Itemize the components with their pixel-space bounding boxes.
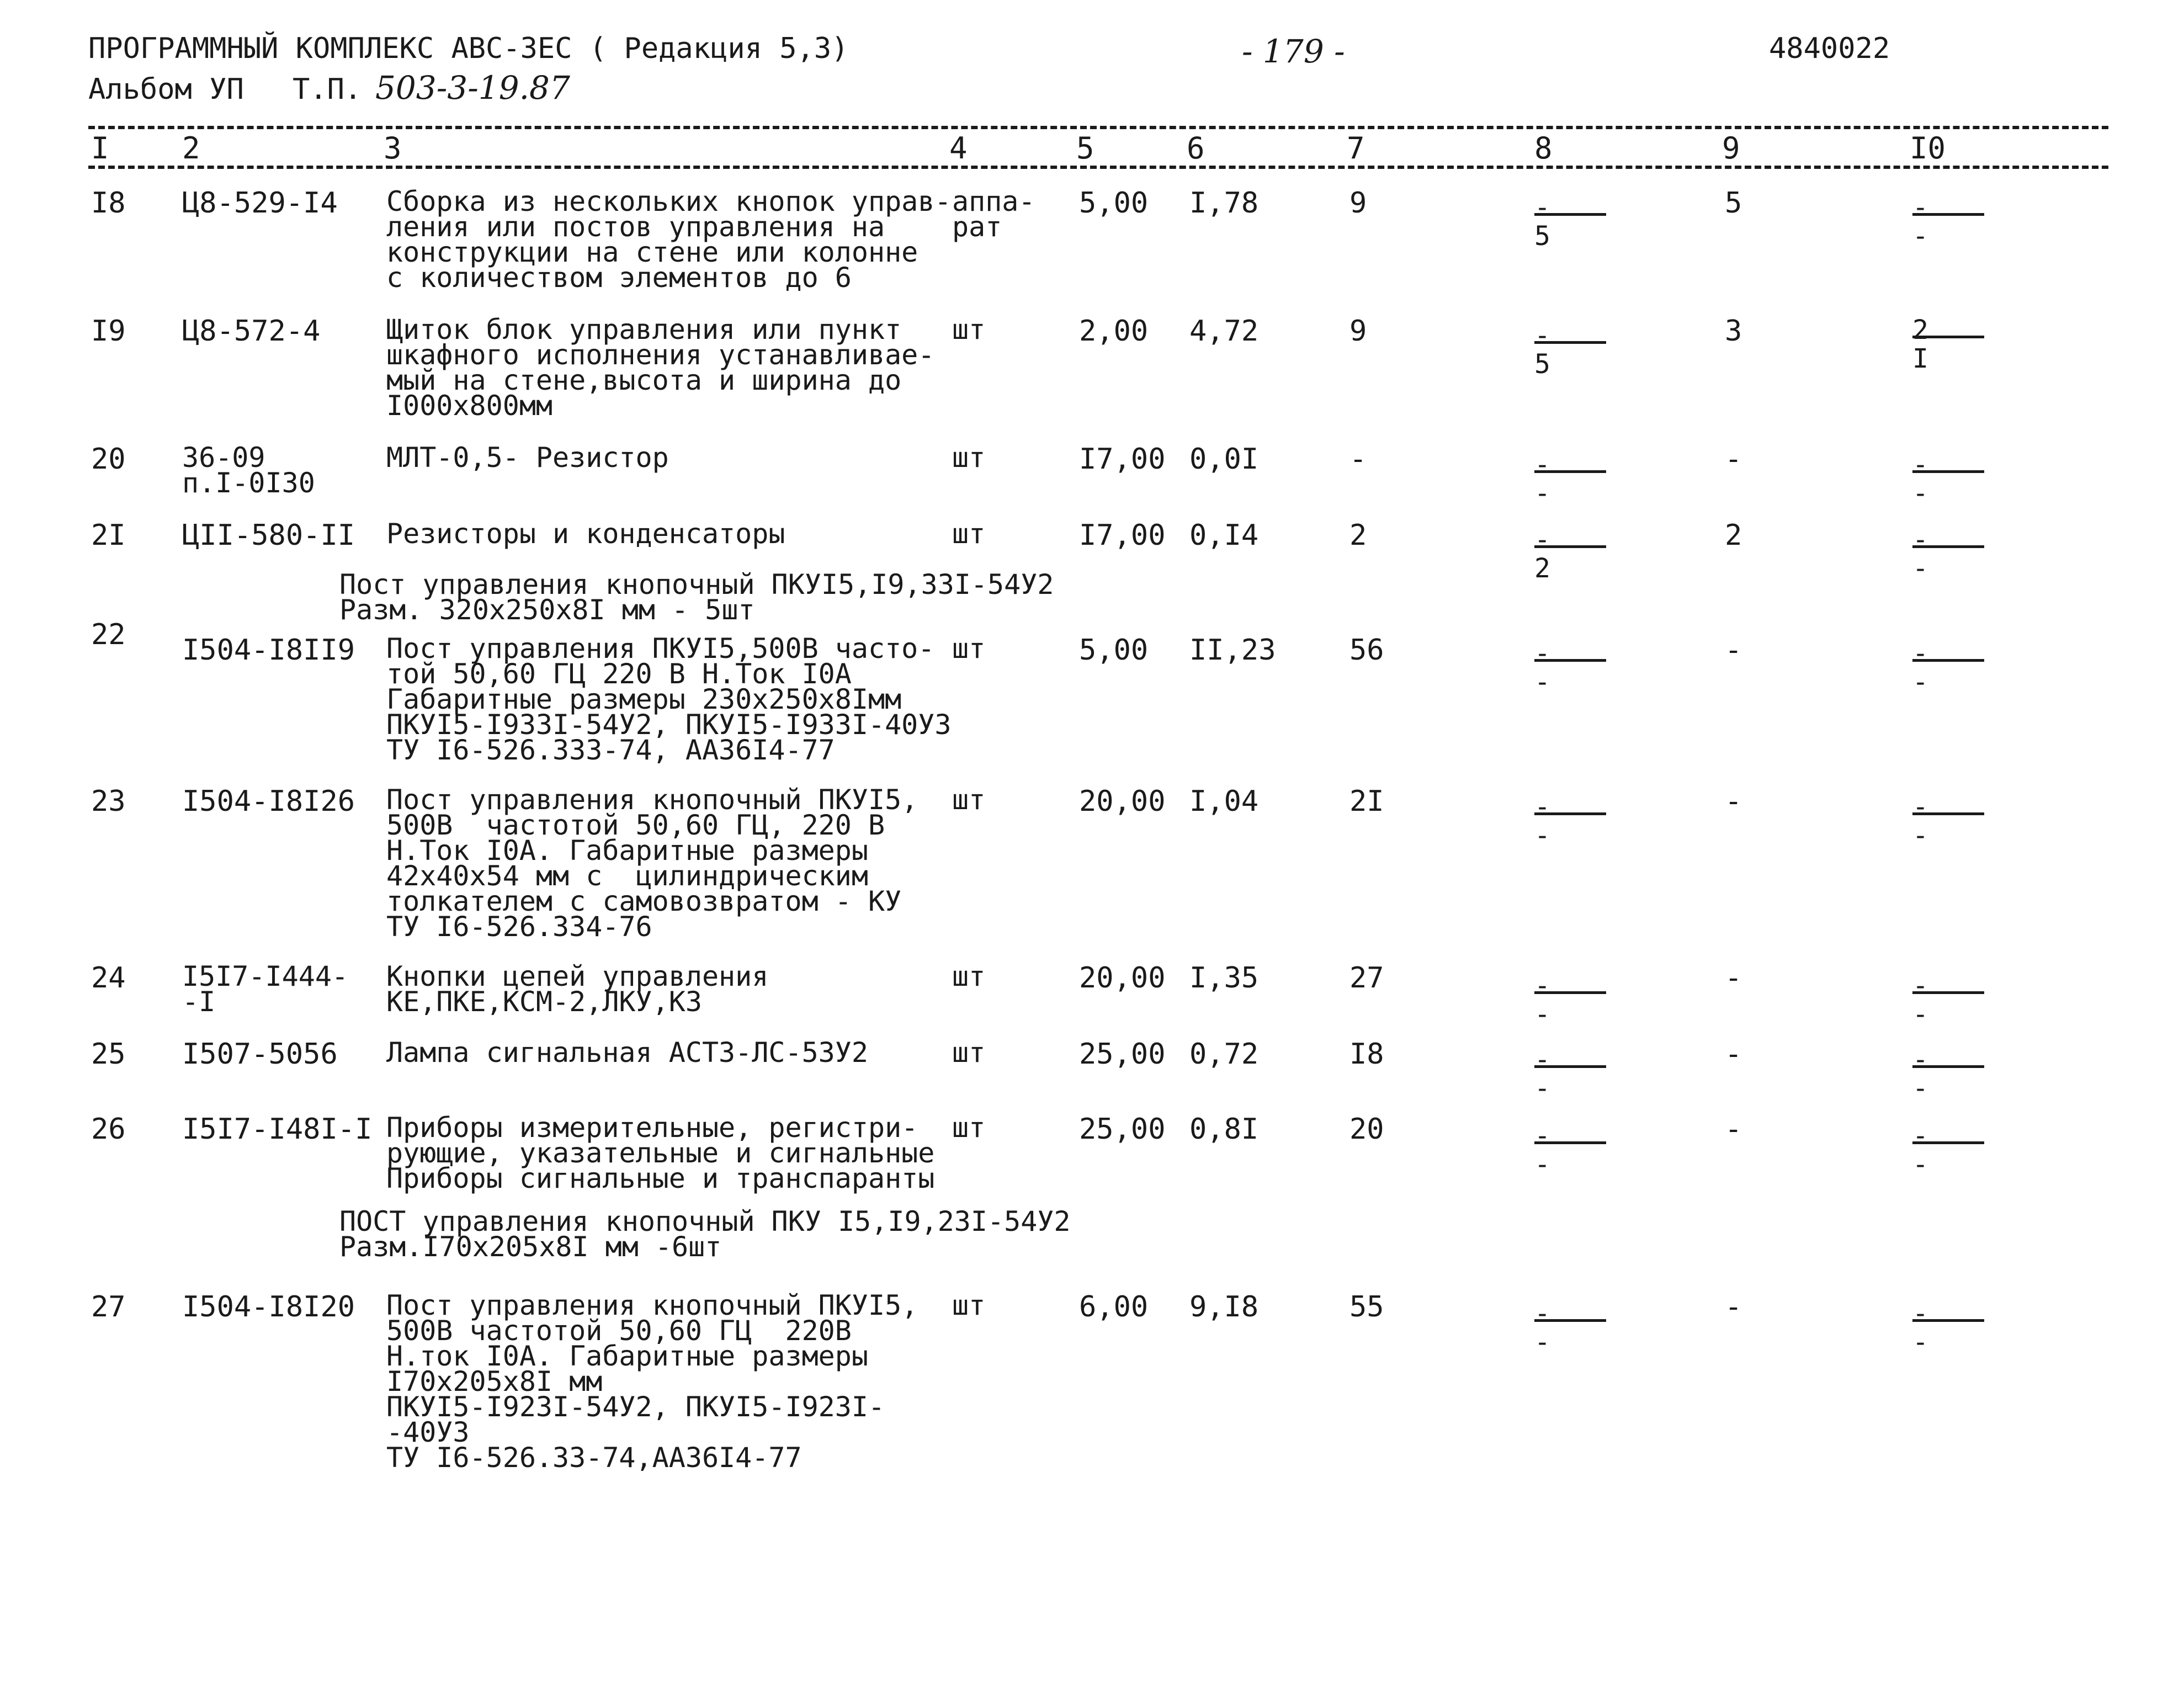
row-col7: -	[1349, 443, 1367, 476]
row-quantity: 5,00	[1079, 634, 1149, 667]
fraction-numerator: -	[1534, 1298, 1550, 1329]
fraction-numerator: -	[1912, 524, 1928, 555]
row-col9: 5	[1725, 187, 1742, 220]
fraction-numerator: -	[1534, 791, 1550, 822]
row-col8-fraction	[1534, 192, 1606, 252]
fraction-bar	[1534, 812, 1606, 815]
fraction-numerator: -	[1534, 320, 1550, 351]
fraction-bar	[1534, 545, 1606, 548]
fraction-numerator: -	[1534, 192, 1550, 223]
row-description: Пост управления кнопочный ПКУI5, 500В частотой 50,60 ГЦ, 220 В Н.Ток I0А. Габаритные размеры 42x40x54 мм с цилиндрическим толкателем с самовозвратом - КУ ТУ I6-526.334-76	[386, 784, 918, 943]
row-col6: I,78	[1189, 187, 1259, 220]
row-unit: шт	[952, 633, 986, 665]
row-col6: 9,I8	[1189, 1290, 1259, 1324]
row-unit: шт	[952, 1037, 986, 1069]
fraction-bar	[1912, 1065, 1984, 1068]
group-note: Пост управления кнопочный ПКУI5,I9,33I-54У2 Разм. 320x250x8I мм - 5шт	[339, 568, 1054, 626]
row-col6: 0,0I	[1189, 443, 1259, 476]
row-col10-fraction	[1912, 970, 1984, 1030]
fraction-numerator: -	[1534, 524, 1550, 555]
fraction-bar	[1534, 470, 1606, 473]
fraction-denominator: -	[1534, 999, 1550, 1030]
row-col8-fraction	[1534, 1298, 1606, 1358]
row-number: 22	[91, 618, 126, 651]
fraction-bar	[1534, 213, 1606, 216]
row-code: ЦII-580-II	[182, 519, 355, 552]
fraction-bar	[1534, 341, 1606, 344]
fraction-denominator: 5	[1534, 349, 1550, 380]
fraction-numerator: -	[1912, 1120, 1928, 1151]
fraction-numerator: -	[1912, 791, 1928, 822]
header-rule-bottom	[88, 166, 2108, 169]
row-number: I9	[91, 315, 126, 348]
row-number: 23	[91, 785, 126, 818]
row-number: I8	[91, 187, 126, 220]
col-header-1: I	[91, 131, 109, 166]
row-quantity: 25,00	[1079, 1113, 1166, 1146]
row-col8-fraction	[1534, 970, 1606, 1030]
row-col9: -	[1725, 634, 1742, 667]
row-col10-fraction	[1912, 638, 1984, 698]
row-col9: 3	[1725, 315, 1742, 348]
fraction-denominator: -	[1912, 1073, 1928, 1104]
row-number: 27	[91, 1290, 126, 1324]
album-label: Альбом УП	[88, 73, 244, 106]
fraction-numerator: -	[1912, 638, 1928, 669]
row-number: 2I	[91, 519, 126, 552]
row-number: 24	[91, 961, 126, 995]
row-col7: 9	[1349, 315, 1367, 348]
row-col9: -	[1725, 1113, 1742, 1146]
col-header-3: 3	[384, 131, 402, 166]
row-description: Сборка из нескольких кнопок управ- ления или постов управления на конструкции на стене или колонне с количеством элементов до 6	[386, 185, 952, 294]
row-col7: 2I	[1349, 785, 1384, 818]
row-code: I5I7-I48I-I	[182, 1113, 373, 1146]
row-quantity: 2,00	[1079, 315, 1149, 348]
col-header-10: I0	[1910, 131, 1946, 166]
row-code: Ц8-529-I4	[182, 187, 338, 220]
row-unit: шт	[952, 314, 986, 346]
fraction-bar	[1534, 1065, 1606, 1068]
fraction-numerator: -	[1912, 1298, 1928, 1329]
row-col10-fraction	[1912, 791, 1984, 851]
row-col6: 0,72	[1189, 1038, 1259, 1071]
row-unit: шт	[952, 784, 986, 816]
fraction-denominator: 5	[1534, 221, 1550, 252]
row-code: Ц8-572-4	[182, 315, 321, 348]
row-col7: 9	[1349, 187, 1367, 220]
fraction-numerator: -	[1534, 1044, 1550, 1075]
fraction-denominator: -	[1912, 553, 1928, 584]
row-col7: 55	[1349, 1290, 1384, 1324]
row-col9: -	[1725, 443, 1742, 476]
fraction-bar	[1912, 1141, 1984, 1144]
row-col6: 0,8I	[1189, 1113, 1259, 1146]
row-col6: 4,72	[1189, 315, 1259, 348]
fraction-bar	[1912, 336, 1984, 338]
row-code: I504-I8I26	[182, 785, 355, 818]
row-code: I5I7-I444- -I	[182, 960, 349, 1018]
row-code: 36-09 п.I-0I30	[182, 442, 315, 499]
row-description: Пост управления ПКУI5,500В часто- той 50,60 ГЦ 220 В Н.Ток I0А Габаритные размеры 230x250x8Iмм ПКУI5-I933I-54У2, ПКУI5-I933I-40У3 ТУ I6-526.333-74, АА36I4-77	[386, 633, 952, 766]
col-header-7: 7	[1347, 131, 1365, 166]
row-description: Кнопки цепей управления КЕ,ПКЕ,КСМ-2,ЛКУ,КЗ	[386, 960, 769, 1018]
row-code: I507-5056	[182, 1038, 338, 1071]
row-code: I504-I8I20	[182, 1290, 355, 1324]
fraction-numerator: -	[1912, 1044, 1928, 1075]
row-unit: шт	[952, 518, 986, 550]
fraction-denominator: -	[1912, 1327, 1928, 1358]
fraction-denominator: -	[1534, 820, 1550, 851]
fraction-bar	[1534, 659, 1606, 662]
tp-label: Т.П.	[293, 73, 362, 106]
row-description: Резисторы и конденсаторы	[386, 518, 785, 550]
row-col8-fraction	[1534, 449, 1606, 509]
row-description: Щиток блок управления или пункт шкафного исполнения устанавливае- мый на стене,высота и ширина до I000x800мм	[386, 314, 935, 422]
fraction-denominator: -	[1534, 478, 1550, 509]
fraction-bar	[1912, 1319, 1984, 1322]
fraction-numerator: -	[1534, 638, 1550, 669]
fraction-numerator: -	[1912, 970, 1928, 1001]
fraction-denominator: -	[1534, 667, 1550, 698]
page-number: - 179 -	[1242, 33, 1345, 70]
row-col6: I,35	[1189, 961, 1259, 995]
row-code: I504-I8II9	[182, 634, 355, 667]
fraction-numerator: -	[1534, 970, 1550, 1001]
fraction-denominator: -	[1534, 1073, 1550, 1104]
row-quantity: 20,00	[1079, 961, 1166, 995]
col-header-6: 6	[1187, 131, 1205, 166]
row-quantity: I7,00	[1079, 443, 1166, 476]
row-unit: шт	[952, 1289, 986, 1321]
fraction-numerator: -	[1912, 449, 1928, 480]
row-col6: II,23	[1189, 634, 1276, 667]
row-quantity: 20,00	[1079, 785, 1166, 818]
fraction-denominator: -	[1912, 667, 1928, 698]
fraction-bar	[1534, 991, 1606, 994]
row-col9: -	[1725, 961, 1742, 995]
row-col6: I,04	[1189, 785, 1259, 818]
document-code: 4840022	[1769, 32, 1890, 65]
fraction-bar	[1912, 545, 1984, 548]
row-col6: 0,I4	[1189, 519, 1259, 552]
row-quantity: 6,00	[1079, 1290, 1149, 1324]
row-description: Лампа сигнальная АСТЗ-ЛС-53У2	[386, 1037, 868, 1069]
header-rule-top	[88, 126, 2108, 129]
row-col9: -	[1725, 1038, 1742, 1071]
row-col8-fraction	[1534, 638, 1606, 698]
row-col7: 56	[1349, 634, 1384, 667]
row-col10-fraction	[1912, 192, 1984, 252]
row-col7: I8	[1349, 1038, 1384, 1071]
col-header-9: 9	[1722, 131, 1740, 166]
row-col9: 2	[1725, 519, 1742, 552]
row-quantity: 5,00	[1079, 187, 1149, 220]
col-header-5: 5	[1076, 131, 1094, 166]
row-col8-fraction	[1534, 1044, 1606, 1104]
row-unit: шт	[952, 1112, 986, 1144]
fraction-numerator: 2	[1912, 315, 1928, 346]
row-col10-fraction	[1912, 524, 1984, 584]
fraction-numerator: -	[1534, 449, 1550, 480]
row-col8-fraction	[1534, 524, 1606, 584]
row-description: Приборы измерительные, регистри- рующие, указательные и сигнальные Приборы сигнальные и транспаранты	[386, 1112, 935, 1194]
program-title: ПРОГРАММНЫЙ КОМПЛЕКС АВС-ЗЕС ( Редакция 5,3)	[88, 32, 849, 65]
fraction-denominator: -	[1534, 1327, 1550, 1358]
row-col10-fraction	[1912, 1120, 1984, 1180]
row-col9: -	[1725, 785, 1742, 818]
row-col10-fraction	[1912, 1298, 1984, 1358]
fraction-denominator: -	[1912, 1149, 1928, 1180]
row-col9: -	[1725, 1290, 1742, 1324]
row-unit: шт	[952, 442, 986, 474]
fraction-bar	[1534, 1319, 1606, 1322]
row-col7: 2	[1349, 519, 1367, 552]
fraction-denominator: -	[1912, 999, 1928, 1030]
row-col7: 20	[1349, 1113, 1384, 1146]
row-unit: аппа- рат	[952, 185, 1035, 243]
row-description: МЛТ-0,5- Резистор	[386, 442, 669, 474]
group-note: ПОСТ управления кнопочный ПКУ I5,I9,23I-54У2 Разм.I70x205x8I мм -6шт	[339, 1205, 1071, 1263]
fraction-denominator: -	[1912, 478, 1928, 509]
tp-value: 503-3-19.87	[375, 69, 570, 107]
fraction-bar	[1912, 659, 1984, 662]
row-quantity: I7,00	[1079, 519, 1166, 552]
fraction-denominator: I	[1912, 343, 1928, 374]
fraction-bar	[1534, 1141, 1606, 1144]
fraction-bar	[1912, 213, 1984, 216]
fraction-bar	[1912, 812, 1984, 815]
row-col10-fraction	[1912, 449, 1984, 509]
row-col8-fraction	[1534, 320, 1606, 380]
row-number: 25	[91, 1038, 126, 1071]
row-col7: 27	[1349, 961, 1384, 995]
fraction-denominator: -	[1912, 820, 1928, 851]
row-quantity: 25,00	[1079, 1038, 1166, 1071]
row-number: 26	[91, 1113, 126, 1146]
row-description: Пост управления кнопочный ПКУI5, 500В частотой 50,60 ГЦ 220В Н.ток I0А. Габаритные размеры I70x205x8I мм ПКУI5-I923I-54У2, ПКУI5-I923I- -40У3 ТУ I6-526.33-74,АА36I4-77	[386, 1289, 918, 1474]
fraction-denominator: 2	[1534, 553, 1550, 584]
row-col10-fraction	[1912, 315, 1984, 374]
col-header-4: 4	[949, 131, 968, 166]
fraction-numerator: -	[1912, 192, 1928, 223]
fraction-denominator: -	[1912, 221, 1928, 252]
row-number: 20	[91, 443, 126, 476]
fraction-bar	[1912, 991, 1984, 994]
row-col8-fraction	[1534, 1120, 1606, 1180]
row-col8-fraction	[1534, 791, 1606, 851]
row-unit: шт	[952, 960, 986, 992]
fraction-denominator: -	[1534, 1149, 1550, 1180]
col-header-2: 2	[182, 131, 200, 166]
fraction-numerator: -	[1534, 1120, 1550, 1151]
row-col10-fraction	[1912, 1044, 1984, 1104]
fraction-bar	[1912, 470, 1984, 473]
col-header-8: 8	[1534, 131, 1553, 166]
